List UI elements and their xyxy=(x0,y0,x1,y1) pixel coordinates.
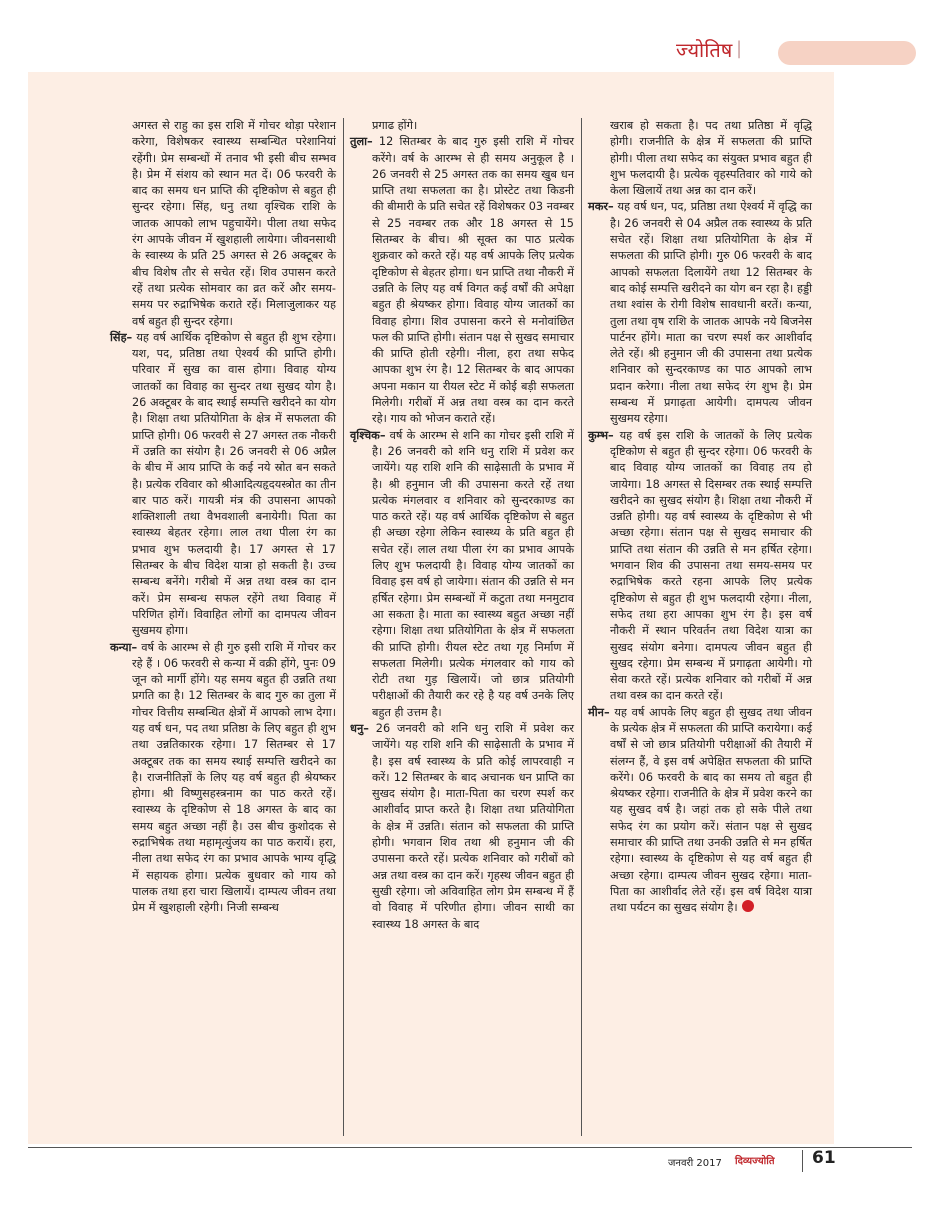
sign-heading: कुम्भ– xyxy=(588,428,614,442)
page-number: 61 xyxy=(812,1148,836,1168)
paragraph-text: यह वर्ष इस राशि के जातकों के लिए प्रत्येक दृष्टिकोण से बहुत ही सुन्दर रहेगा। 06 फरवरी के बाद विवाह योग्य जातकों का विवाह तय हो जायेगा। 18 अगस्त से दिसम्बर तक स्थाई सम्पत्ति खरीदने का सुखद संयोग है। शिक्षा तथा नौकरी में उन्नति होगी। यह वर्ष स्वास्थ्य के दृष्टिकोण से भी अच्छा रहेगा। संतान पक्ष से सुखद समाचार की प्राप्ति तथा संतान की उन्नति से मन हर्षित रहेगा। भगवान शिव की उपासना तथा समय-समय पर रुद्राभिषेक करते रहना आपके लिए प्रत्येक दृष्टिकोण से बहुत ही शुभ फलदायी रहेगा। नीला, सफेद तथा हरा आपका शुभ रंग है। इस वर्ष नौकरी में स्थान परिवर्तन तथा विदेश यात्रा का सुखद संयोग बनेगा। दामपत्य जीवन बहुत ही सुखद रहेगा। प्रेम सम्बन्ध में प्रगाढ़ता आयेगी। गो सेवा करते रहें। प्रत्येक शनिवार को गरीबों में अन्न तथा वस्त्र का दान करते रहें। xyxy=(610,428,812,703)
sign-paragraph xyxy=(110,330,336,640)
footer-date: जनवरी 2017 xyxy=(668,1158,722,1169)
sign-heading: वृश्चिक– xyxy=(350,428,386,442)
paragraph-text: 26 जनवरी को शनि धनु राशि में प्रवेश कर जायेंगे। यह राशि शनि की साढ़ेसाती के प्रभाव में है। इस वर्ष स्वास्थ्य के प्रति कोई लापरवाही न करें। 12 सितम्बर के बाद अचानक धन प्राप्ति का सुखद संयोग है। माता-पिता का चरण स्पर्श कर आशीर्वाद प्राप्त करते है। शिक्षा तथा प्रतियोगिता के क्षेत्र में उन्नति। संतान को सफलता की प्राप्ति होगी। भगवान शिव तथा श्री हनुमान जी की उपासना करते रहें। प्रत्येक शनिवार को गरीबों को अन्न तथा वस्त्र का दान करें। गृहस्थ जीवन बहुत ही सुखी रहेगा। जो अविवाहित लोग प्रेम सम्बन्ध में हैं वो विवाह में परिणीत होगा। जीवन साथी का स्वास्थ्य 18 अगस्त के बाद xyxy=(368,721,574,931)
sign-heading: सिंह– xyxy=(110,330,133,344)
sign-paragraph xyxy=(588,199,812,427)
paragraph-text: वर्ष के आरम्भ से शनि का गोचर इसी राशि में है। 26 जनवरी को शनि धनु राशि में प्रवेश कर जायेंगे। यह राशि शनि की साढ़ेसाती के प्रभाव में है। श्री हनुमान जी की उपासना करते रहें तथा प्रत्येक मंगलवार व शनिवार को सुन्दरकाण्ड का पाठ करते रहें। यह वर्ष आर्थिक दृष्टिकोण से बहुत ही अच्छा रहेगा लेकिन स्वास्थ्य के प्रति बहुत ही सचेत रहें। लाल तथा पीला रंग का प्रभाव आपके लिए शुभ फलदायी है। विवाह योग्य जातकों का विवाह इस वर्ष हो जायेगा। संतान की उन्नति से मन हर्षित रहेगा। प्रेम सम्बन्धों में कटुता तथा मनमुटाव आ सकता है। माता का स्वास्थ्य बहुत अच्छा नहीं रहेगा। शिक्षा तथा प्रतियोगिता के क्षेत्र में सफलता की प्राप्ति होगी। रीयल स्टेट तथा गृह निर्माण में सफलता मिलेगी। प्रत्येक मंगलवार को गाय को रोटी तथा गुड़ खिलायें। जो छात्र प्रतियोगी परीक्षाओं की तैयारी कर रहे है यह वर्ष उनके लिए बहुत ही उत्तम है। xyxy=(372,428,574,719)
paragraph-text: प्रगाढ होंगे। xyxy=(372,119,418,132)
sign-heading: तुला– xyxy=(350,135,373,149)
sign-heading: कन्या– xyxy=(110,640,138,654)
paragraph-text: अगस्त से राहु का इस राशि में गोचर थोड़ा परेशान करेगा, विशेषकर स्वास्थ्य सम्बन्धित परेशानियां रहेंगी। प्रेम सम्बन्धों में तनाव भी इसी बीच सम्भव है। प्रेम में संशय को स्थान मत दें। 06 फरवरी के बाद का समय धन प्राप्ति की दृष्टिकोण से बहुत ही सुन्दर रहेगा। सिंह, धनु तथा वृश्चिक राशि के जातक आपको लाभ पहुचायेंगे। पीला तथा सफेद रंग आपके जीवन में खुशहाली लायेगा। जीवनसाथी के स्वास्थ्य के प्रति 25 अगस्त से 26 अक्टूबर के बीच विशेष तौर से सचेत रहें। शिव उपासन करते रहें तथा प्रत्येक सोमवार का व्रत करें और समय-समय पर रुद्राभिषेक कराते रहें। मिलाजुलाकर यह वर्ष बहुत ही सुन्दर रहेगा। xyxy=(132,119,336,328)
paragraph-text: खराब हो सकता है। पद तथा प्रतिष्ठा में वृद्धि होगी। राजनीति के क्षेत्र में सफलता की प्राप्ति होगी। पीला तथा सफेद का संयुक्त प्रभाव बहुत ही शुभ फलदायी है। प्रत्येक वृहस्पतिवार को गाये को केला खिलायें तथा अन्न का दान करें। xyxy=(610,119,812,198)
sign-paragraph xyxy=(588,705,812,917)
sign-heading: मीन– xyxy=(588,705,610,719)
article-column-2 xyxy=(350,118,574,933)
paragraph-text: वर्ष के आरम्भ से ही गुरु इसी राशि में गोचर कर रहे हैं । 06 फरवरी से कन्या में वक्री होंगे, पुनः 09 जून को मार्गी होंगे। यह समय बहुत ही उन्नति तथा प्रगति का है। 12 सितम्बर के बाद गुरु का तुला में गोचर वित्तीय सम्बन्धित क्षेत्रों में आपको लाभ देगा। यह वर्ष धन, पद तथा प्रतिष्ठा के लिए बहुत ही शुभ तथा उन्नतिकारक रहेगा। 17 सितम्बर से 17 अक्टूबर तक का समय स्थाई सम्पत्ति खरीदने का है। राजनीतिज्ञों के लिए यह वर्ष बहुत ही श्रेयष्कर होगा। श्री विष्णुसहस्त्रनाम का पाठ करते रहें। स्वास्थ्य के दृष्टिकोण से 18 अगस्त के बाद का समय बहुत अच्छा नहीं है। उस बीच कुशोदक से रुद्राभिषेक तथा महामृत्युंजय का पाठ करायें। हरा, नीला तथा सफेद रंग का प्रभाव आपके भाग्य वृद्धि में सहायक होगा। प्रत्येक बुधवार को गाय को पालक तथा हरा चारा खिलायें। दाम्पत्य जीवन तथा प्रेम में खुशहाली रहेगी। निजी सम्बन्ध xyxy=(132,640,336,915)
paragraph-text: 12 सितम्बर के बाद गुरु इसी राशि में गोचर करेंगे। वर्ष के आरम्भ से ही समय अनुकूल है । 26 जनवरी से 25 अगस्त तक का समय खुब धन प्राप्ति तथा सफलता का है। प्रोस्टेट तथा किडनी की बीमारी के प्रति सचेत रहें विशेषकर 03 नवम्बर से 25 नवम्बर तक और 18 अगस्त से 15 सितम्बर के बीच। श्री सूक्त का पाठ प्रत्येक शुक्रवार को करते रहें। यह वर्ष आपके लिए प्रत्येक दृष्टिकोण से बेहतर होगा। धन प्राप्ति तथा नौकरी में उन्नति के लिए यह वर्ष विगत कई वर्षों की अपेक्षा बहुत ही श्रेयष्कर होगा। विवाह योग्य जातकों का विवाह होगा। शिव उपासना करने से मनोवांछित फल की प्राप्ति होगी। संतान पक्ष से सुखद समाचार की प्राप्ति होती रहेगी। नीला, हरा तथा सफेद आपका शुभ रंग है। 12 सितम्बर के बाद आपका अपना मकान या रीयल स्टेट में कोई बड़ी सफलता मिलेगी। गरीबों में अन्न तथा वस्त्र का दान करते रहे। गाय को भोजन कराते रहें। xyxy=(372,135,574,426)
continued-paragraph xyxy=(588,118,812,199)
footer-rule xyxy=(28,1147,912,1148)
column-divider-2 xyxy=(581,118,582,1136)
article-column-3 xyxy=(588,118,812,917)
paragraph-text: यह वर्ष आर्थिक दृष्टिकोण से बहुत ही शुभ रहेगा। यश, पद, प्रतिष्ठा तथा ऐश्वर्य की प्राप्ति होगी। परिवार में सुख का वास होगा। विवाह योग्य जातकों का विवाह का सुन्दर तथा सुखद योग है। 26 अक्टूबर के बाद स्थाई सम्पत्ति खरीदने का योग है। शिक्षा तथा प्रतियोगिता के क्षेत्र में सफलता की प्राप्ति होगी। 06 फरवरी से 27 अगस्त तक नौकरी में उन्नति का संयोग है। 26 जनवरी से 06 अप्रैल के बीच में आय प्राप्ति के कई नये स्रोत बन सकते है। प्रत्येक रविवार को श्रीआदित्यहृदयस्त्रोत का तीन बार पाठ करें। गायत्री मंत्र की उपासना आपको शक्तिशाली तथा वैभवशाली बनायेगी। पिता का स्वास्थ्य बेहतर रहेगा। लाल तथा पीला रंग का प्रभाव शुभ फलदायी है। 17 अगस्त से 17 सितम्बर के बीच विदेश यात्रा हो सकती है। उच्च सम्बन्ध बनेंगे। गरीबो में अन्न तथा वस्त्र का दान करें। प्रेम सम्बन्ध सफल रहेंगे तथा विवाह में परिणित होगें। विवाहित लोगों का दामपत्य जीवन सुखमय होगा। xyxy=(132,330,336,638)
article-column-1 xyxy=(110,118,336,917)
sign-paragraph xyxy=(110,640,336,917)
sign-paragraph xyxy=(350,134,574,427)
continued-paragraph xyxy=(350,118,574,134)
sign-heading: धनु– xyxy=(350,721,369,735)
sign-paragraph xyxy=(588,428,812,705)
paragraph-text: यह वर्ष आपके लिए बहुत ही सुखद तथा जीवन के प्रत्येक क्षेत्र में सफलता की प्राप्ति करायेगा। कई वर्षों से जो छात्र प्रतियोगी परीक्षाओं की तैयारी में संलग्न हैं, वे इस वर्ष अपेक्षित सफलता की प्राप्ति करेंगे। 06 फरवरी के बाद का समय तो बहुत ही श्रेयष्कर रहेगा। राजनीति के क्षेत्र में प्रवेश करने का यह सुखद वर्ष है। जहां तक हो सके पीले तथा सफेद रंग का प्रयोग करें। संतान पक्ष से सुखद समाचार की प्राप्ति तथा उनकी उन्नति से मन हर्षित रहेगा। स्वास्थ्य के दृष्टिकोण से यह वर्ष बहुत ही अच्छा रहेगा। दाम्पत्य जीवन सुखद रहेगा। माता-पिता का आशीर्वाद लेते रहें। इस वर्ष विदेश यात्रा तथा पर्यटन का सुखद संयोग है। xyxy=(609,705,812,915)
column-divider-1 xyxy=(343,118,344,1136)
end-of-article-icon xyxy=(742,900,754,912)
continued-paragraph xyxy=(110,118,336,330)
header-separator: | xyxy=(736,38,743,59)
sign-paragraph xyxy=(350,428,574,721)
sign-heading: मकर– xyxy=(588,200,614,214)
paragraph-text: यह वर्ष धन, पद, प्रतिष्ठा तथा ऐश्वर्य में वृद्धि का है। 26 जनवरी से 04 अप्रैल तक स्वास्थ्य के प्रति सचेत रहें। शिक्षा तथा प्रतियोगिता के क्षेत्र में सफलता की प्राप्ति होगी। गुरु 06 फरवरी के बाद आपको सफलता दिलायेंगे तथा 12 सितम्बर के बाद कोई सम्पत्ति खरीदने का योग बन रहा है। हड्डी तथा श्वांस के रोगी विशेष सावधानी बरतें। कन्या, तुला तथा वृष राशि के जातक आपके नये बिजनेस पार्टनर होंगे। माता का चरण स्पर्श कर आशीर्वाद लेते रहें। श्री हनुमान जी की उपासना तथा प्रत्येक शनिवार को सुन्दरकाण्ड का पाठ आपको लाभ प्रदान करेगा। नीला तथा सफेद रंग शुभ है। प्रेम सम्बन्ध में प्रगाढ़ता आयेगी। दामपत्य जीवन सुखमय रहेगा। xyxy=(610,200,812,426)
sign-paragraph xyxy=(350,721,574,933)
header-title: ज्योतिष xyxy=(676,38,733,62)
footer-brand-logo: दिव्यज्योति xyxy=(735,1156,775,1167)
header-pill-decoration xyxy=(778,41,916,65)
footer-separator xyxy=(802,1150,803,1172)
